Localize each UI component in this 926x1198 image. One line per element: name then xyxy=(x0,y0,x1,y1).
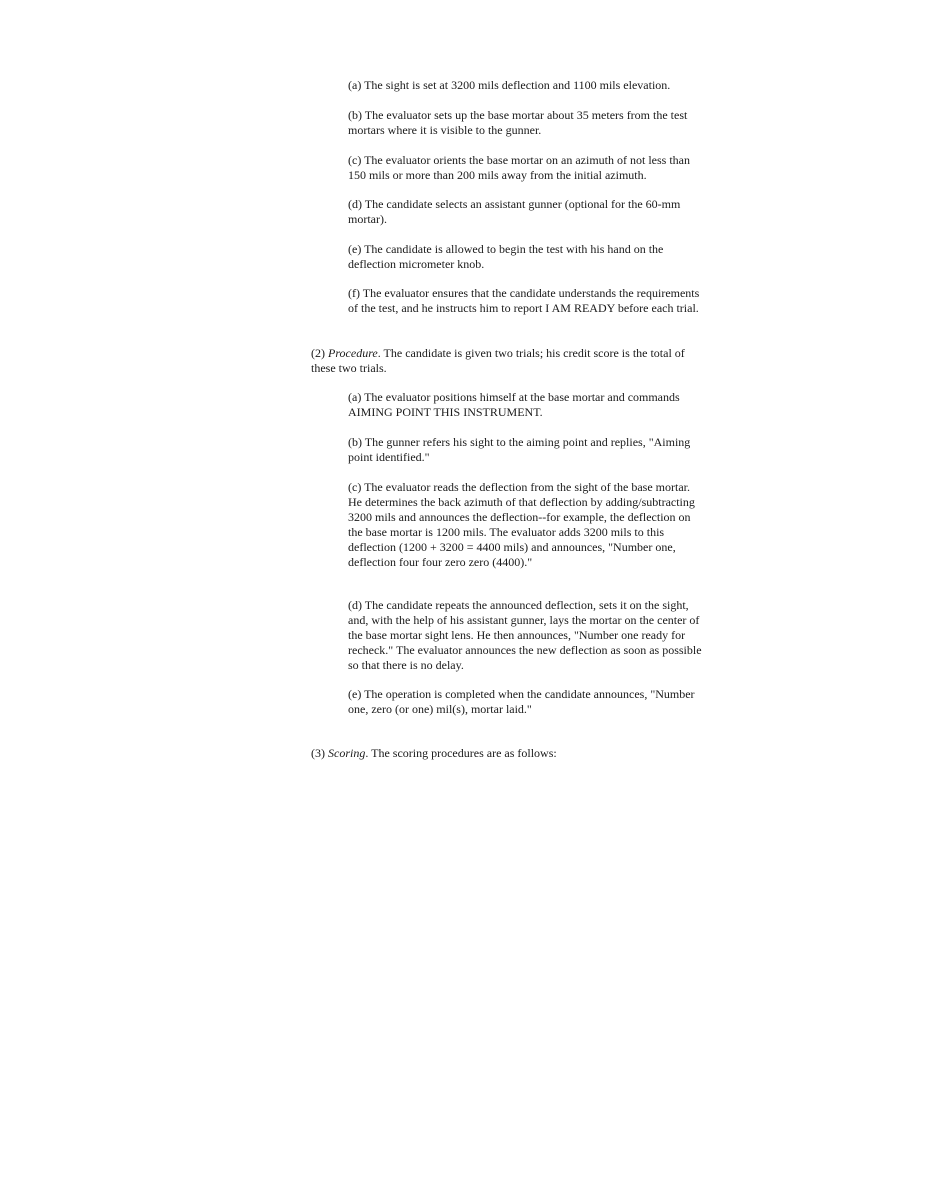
setup-item-f: (f) The evaluator ensures that the candidate understands the requirements of the test, and he instructs him to report I AM READY before each trial. xyxy=(348,286,700,315)
scoring-number: (3) xyxy=(311,746,325,760)
setup-item-a: (a) The sight is set at 3200 mils deflection and 1100 mils elevation. xyxy=(348,78,671,92)
setup-item-d: (d) The candidate selects an assistant gunner (optional for the 60-mm mortar). xyxy=(348,197,681,226)
procedure-item-e: (e) The operation is completed when the candidate announces, "Number one, zero (or one) mil(s), mortar laid." xyxy=(348,687,695,716)
setup-item-e: (e) The candidate is allowed to begin the test with his hand on the deflection micrometer knob. xyxy=(348,242,664,271)
procedure-title: Procedure xyxy=(328,346,378,360)
procedure-text: . The candidate is given two trials; his credit score is the total of these two trials. xyxy=(311,346,685,375)
scoring-title: Scoring xyxy=(328,746,366,760)
setup-item-b: (b) The evaluator sets up the base mortar about 35 meters from the test mortars where it is visible to the gunner. xyxy=(348,108,688,137)
scoring-paragraph xyxy=(311,746,703,761)
procedure-number: (2) xyxy=(311,346,325,360)
procedure-item-c: (c) The evaluator reads the deflection from the sight of the base mortar. He determines the back azimuth of that deflection by adding/subtracting 3200 mils and announces the deflection--for example, the deflection on the base mortar is 1200 mils. The evaluator adds 3200 mils to this deflection (1200 + 3200 = 4400 mils) and announces, "Number one, deflection four four zero zero (4400)." xyxy=(348,480,695,569)
procedure-paragraph xyxy=(311,346,703,376)
scoring-text: . The scoring procedures are as follows: xyxy=(365,746,557,760)
procedure-item-d: (d) The candidate repeats the announced deflection, sets it on the sight, and, with the help of his assistant gunner, lays the mortar on the center of the base mortar sight lens. He then announces, "Number one ready for recheck." The evaluator announces the new deflection as soon as possible so that there is no delay. xyxy=(348,598,702,672)
procedure-item-b: (b) The gunner refers his sight to the aiming point and replies, "Aiming point identified." xyxy=(348,435,691,464)
setup-item-c: (c) The evaluator orients the base mortar on an azimuth of not less than 150 mils or more than 200 mils away from the initial azimuth. xyxy=(348,153,690,182)
procedure-item-a: (a) The evaluator positions himself at the base mortar and commands AIMING POINT THIS INSTRUMENT. xyxy=(348,390,680,419)
